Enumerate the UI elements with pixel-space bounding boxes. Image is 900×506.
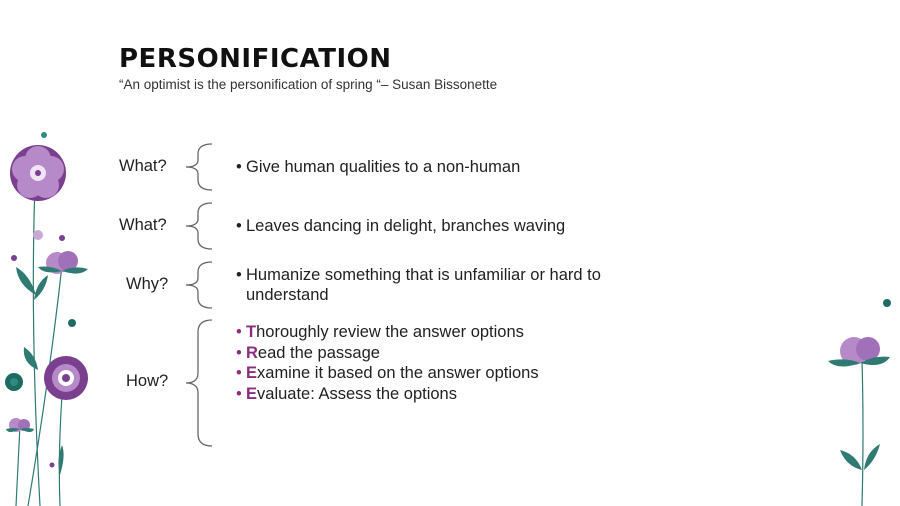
left-floral-decoration	[0, 125, 100, 506]
row-text-2: • Leaves dancing in delight, branches waving	[236, 217, 566, 235]
brace-row-2	[178, 201, 218, 251]
bullet-dot: •	[236, 364, 242, 383]
row-text-1: • Give human qualities to a non-human	[236, 158, 521, 176]
brace-row-3	[178, 260, 218, 310]
row-text-3: • Humanize something that is unfamiliar or hard to understand	[236, 266, 601, 304]
row-label-how: How?	[126, 372, 169, 390]
bullet-dot: •	[236, 343, 242, 362]
right-floral-decoration	[820, 290, 900, 506]
bullet-dot: •	[236, 217, 242, 235]
dot-icon	[41, 132, 47, 138]
list-item: • Examine it based on the answer options	[236, 364, 539, 383]
stem-icon	[862, 360, 863, 506]
leaf-icon	[840, 450, 862, 470]
list-item: • Thoroughly review the answer options	[236, 323, 524, 341]
dot-icon	[59, 235, 65, 241]
dot-icon	[883, 299, 891, 307]
bullet-dot: •	[236, 323, 242, 341]
row-label-what-1: What?	[119, 157, 167, 175]
flower-icon	[38, 251, 88, 274]
slide-title: PERSONIFICATION	[119, 44, 392, 74]
star-flower-icon	[5, 373, 23, 391]
dot-icon	[11, 255, 17, 261]
flower-icon	[828, 337, 890, 367]
dot-icon	[33, 230, 43, 240]
dot-icon	[68, 319, 76, 327]
flower-icon	[44, 356, 88, 400]
leaf-icon	[34, 275, 48, 300]
slide-quote: “An optimist is the personification of spring “– Susan Bissonette	[119, 77, 498, 92]
list-item: • Evaluate: Assess the options	[236, 385, 457, 404]
bullet-dot: •	[236, 385, 242, 404]
brace-row-4	[178, 318, 218, 448]
stem-icon	[16, 425, 20, 506]
dot-icon	[50, 463, 55, 468]
bullet-dot: •	[236, 158, 242, 176]
tree-acronym-list	[236, 322, 539, 405]
flower-icon	[6, 418, 34, 432]
bullet-dot: •	[236, 266, 242, 284]
flower-icon	[10, 145, 66, 201]
row-label-why: Why?	[126, 275, 169, 293]
leaf-icon	[24, 347, 38, 370]
list-item: • Read the passage	[236, 343, 380, 362]
leaf-icon	[864, 444, 880, 470]
row-label-what-2: What?	[119, 216, 167, 234]
brace-row-1	[178, 142, 218, 192]
